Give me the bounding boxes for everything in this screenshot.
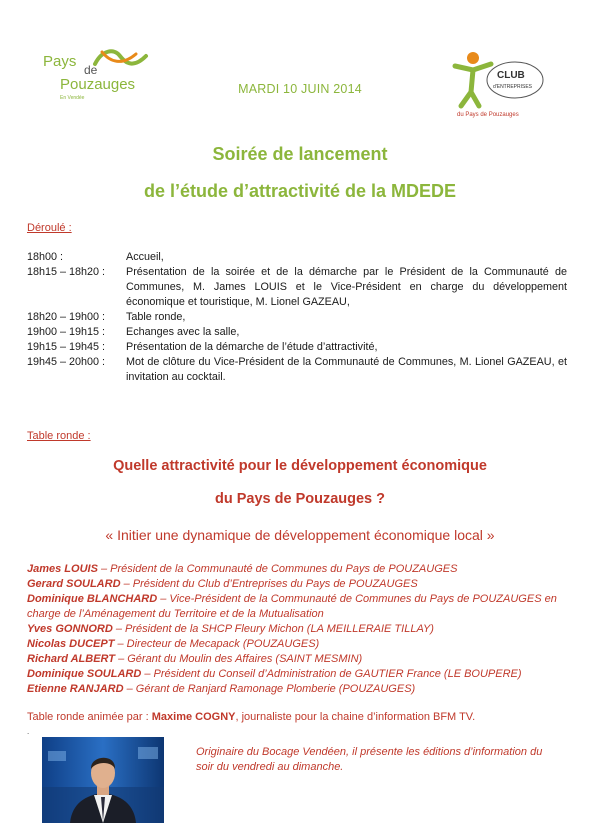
- speaker-item: [27, 637, 577, 652]
- logo-pays: Pays: [43, 53, 77, 70]
- program-desc: Mot de clôture du Vice-Président de la Communauté de Communes, M. Lionel GAZEAU, et invitation au cocktail.: [126, 356, 567, 383]
- speaker-name: Nicolas DUCEPT: [27, 638, 115, 650]
- table-ronde-label: Table ronde :: [27, 430, 91, 442]
- speaker-role: – Vice-Président de la Communauté de Communes du Pays de POUZAUGES en charge de l’Aménagement du Territoire et de la Mutualisation: [27, 593, 557, 620]
- speaker-name: Richard ALBERT: [27, 653, 116, 665]
- speaker-item: [27, 682, 577, 697]
- speaker-name: Etienne RANJARD: [27, 683, 124, 695]
- speakers-list: [27, 562, 577, 697]
- speaker-item: [27, 652, 577, 667]
- program-desc: Présentation de la soirée et de la démarche par le Président de la Communauté de Communes, M. James LOUIS et le Vice-Président en charge du développement économique et touristique, M. Lionel GAZEAU,: [126, 266, 567, 308]
- speaker-name: Dominique SOULARD: [27, 668, 142, 680]
- deroule-label: Déroulé :: [27, 222, 72, 234]
- main-title-line2: de l’étude d’attractivité de la MDEDE: [143, 181, 457, 201]
- speaker-name: Gerard SOULARD: [27, 578, 121, 590]
- logo-tagline: En Vendée: [60, 95, 85, 101]
- table-ronde-title-line2: du Pays de Pouzauges ?: [214, 491, 385, 507]
- speaker-role: – Président de la Communauté de Communes du Pays de POUZAUGES: [97, 563, 458, 575]
- speaker-name: Dominique BLANCHARD: [27, 593, 158, 605]
- program-row: [27, 265, 567, 310]
- program-time: 18h15 – 18h20 :: [27, 266, 106, 278]
- program-time: 19h00 – 19h15 :: [27, 326, 106, 338]
- speaker-item: [27, 562, 577, 577]
- speaker-item: [27, 622, 577, 637]
- logo-club: CLUB: [497, 70, 525, 81]
- logo-entreprises: d'ENTREPRISES: [493, 84, 533, 90]
- speaker-item: [27, 667, 577, 682]
- moderator-caption: Originaire du Bocage Vendéen, il présente les éditions d’information du soir du vendredi au dimanche.: [196, 746, 543, 773]
- program-row: [27, 340, 567, 355]
- moderator-suffix: , journaliste pour la chaine d’information BFM TV.: [235, 711, 476, 723]
- program-row: [27, 310, 567, 325]
- speaker-role: – Président du Club d’Entreprises du Pays de POUZAUGES: [120, 578, 418, 590]
- program-row: [27, 355, 567, 385]
- speaker-role: – Gérant de Ranjard Ramonage Plomberie (POUZAUGES): [123, 683, 416, 695]
- program-time: 19h15 – 19h45 :: [27, 341, 106, 353]
- event-date: MARDI 10 JUIN 2014: [238, 82, 362, 96]
- logo-footer: du Pays de Pouzauges: [457, 112, 519, 118]
- moderator-name: Maxime COGNY: [151, 711, 236, 723]
- speaker-item: [27, 577, 577, 592]
- stray-dot: .: [27, 727, 30, 736]
- pays-de-pouzauges-logo: [40, 42, 160, 102]
- table-ronde-quote: « Initier une dynamique de développement économique local »: [105, 527, 495, 543]
- speaker-name: James LOUIS: [27, 563, 98, 575]
- speaker-name: Yves GONNORD: [27, 623, 113, 635]
- program-row: [27, 325, 567, 340]
- program-desc: Accueil,: [126, 251, 164, 263]
- moderator-photo: [42, 737, 164, 823]
- moderator-prefix: Table ronde animée par :: [27, 711, 152, 723]
- main-title-line1: Soirée de lancement: [212, 144, 388, 164]
- program-desc: Présentation de la démarche de l’étude d’attractivité,: [126, 341, 378, 353]
- club-entreprises-logo: [447, 48, 547, 118]
- speaker-item: [27, 592, 577, 622]
- speaker-role: – Président du Conseil d’Administration de GAUTIER France (LE BOUPERE): [141, 668, 522, 680]
- speaker-role: – Président de la SHCP Fleury Michon (LA MEILLERAIE TILLAY): [112, 623, 434, 635]
- speaker-role: – Directeur de Mecapack (POUZAUGES): [114, 638, 320, 650]
- logo-pouzauges: Pouzauges: [60, 76, 136, 93]
- program-desc: Table ronde,: [126, 311, 186, 323]
- moderator-line: [27, 711, 475, 723]
- program-desc: Echanges avec la salle,: [126, 326, 240, 338]
- speaker-role: – Gérant du Moulin des Affaires (SAINT MESMIN): [115, 653, 363, 665]
- program-row: [27, 250, 567, 265]
- table-ronde-title-line1: Quelle attractivité pour le développement économique: [113, 458, 487, 474]
- program-time: 19h45 – 20h00 :: [27, 356, 106, 368]
- program-time: 18h20 – 19h00 :: [27, 311, 106, 323]
- program-time: 18h00 :: [27, 251, 64, 263]
- logo-de: de: [84, 63, 98, 77]
